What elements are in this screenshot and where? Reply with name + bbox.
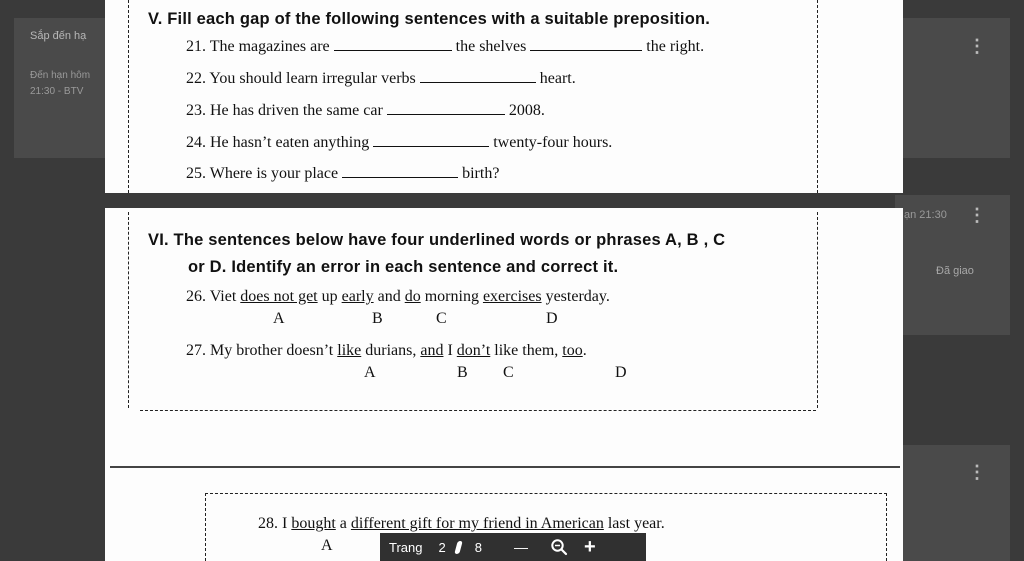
page-separator [110,466,900,468]
option-c-phrase: do [404,288,421,305]
page-separator-icon [454,541,462,554]
label-b: B [457,364,468,381]
card-due-label: Đến hạn hôm [30,70,91,81]
label-d: D [615,364,627,381]
more-options-icon[interactable]: ⋮ [968,36,986,56]
border-left [205,493,206,561]
zoom-icon[interactable] [550,538,568,556]
card-due-time: 21:30 - BTV [30,86,84,97]
zoom-out-button[interactable]: — [513,539,528,555]
question-24: 24. He hasn’t eaten anything twenty-four hours. [186,134,613,151]
border-left [128,0,129,193]
question-26: 26. Viet does not get up early and do morning exercises yesterday. [186,288,610,305]
border-right [886,493,887,561]
question-25: 25. Where is your place birth? [186,165,500,182]
border-left [128,212,129,408]
section-vi-heading: VI. The sentences below have four underlined words or phrases A, B , C [148,231,726,249]
option-a-phrase: bought [291,515,336,532]
label-a: A [273,310,285,327]
page-label: Trang [389,539,423,555]
assignment-card-right-low[interactable] [895,445,1010,561]
option-a-phrase: like [337,342,362,359]
question-28: 28. I bought a different gift for my friend in American last year. [258,515,665,532]
option-b-phrase: early [341,288,374,305]
label-b: B [372,310,383,327]
current-page[interactable]: 2 [438,539,446,555]
option-b-phrase: and [420,342,444,359]
more-options-icon[interactable]: ⋮ [968,462,986,482]
option-c-phrase: don’t [456,342,491,359]
card-status: Đã giao [936,265,974,277]
answer-blank [387,102,505,115]
answer-blank [420,70,536,83]
border-bottom [140,410,816,411]
option-rest-phrase: different gift for my friend in American [350,515,604,532]
assignment-card-right-top[interactable] [895,18,1010,158]
border-top [205,493,887,494]
zoom-in-button[interactable]: + [583,535,596,558]
answer-blank [334,38,452,51]
section-vi-heading-cont: or D. Identify an error in each sentence and correct it. [188,258,619,276]
option-d-phrase: exercises [482,288,542,305]
border-right [817,0,818,193]
label-a: A [321,537,333,554]
page-toolbar [380,533,646,561]
border-right [817,212,818,408]
total-pages: 8 [474,539,482,555]
label-c: C [436,310,447,327]
label-a: A [364,364,376,381]
card-title: Sắp đến hạ [30,30,87,42]
option-d-phrase: too [562,342,583,359]
question-21: 21. The magazines are the shelves the right. [186,38,705,55]
label-d: D [546,310,558,327]
option-a-phrase: does not get [240,288,318,305]
question-27: 27. My brother doesn’t like durians, and I don’t like them, too. [186,342,587,359]
question-22: 22. You should learn irregular verbs heart. [186,70,576,87]
card-due-time: ạn 21:30 [904,209,947,221]
section-v-heading: V. Fill each gap of the following sentences with a suitable preposition. [148,10,711,28]
more-options-icon[interactable]: ⋮ [968,205,986,225]
answer-blank [530,38,642,51]
answer-blank [373,134,489,147]
answer-blank [342,165,458,178]
question-23: 23. He has driven the same car 2008. [186,102,545,119]
label-c: C [503,364,514,381]
